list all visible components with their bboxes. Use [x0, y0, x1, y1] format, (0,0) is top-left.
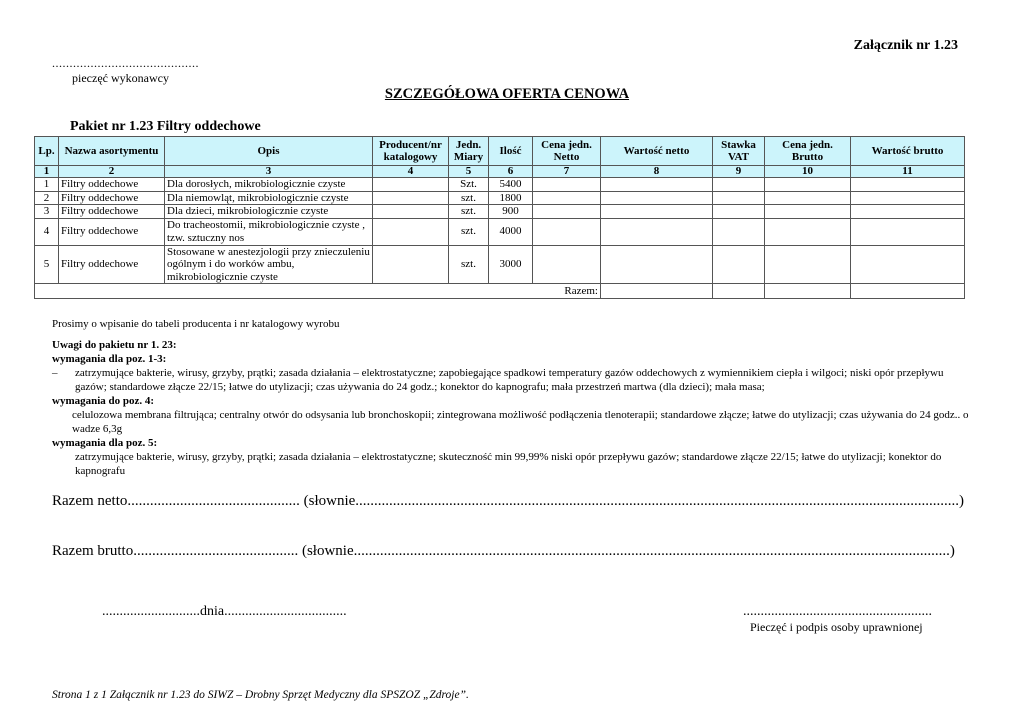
- row-lp: 2: [35, 191, 59, 205]
- gross-total-line: Razem brutto............................................ (słownie...............................................................................................................................................................): [52, 543, 955, 559]
- gross-value-cell[interactable]: [851, 205, 965, 219]
- row-quantity: 1800: [489, 191, 533, 205]
- requirements-1-3-item: [52, 366, 972, 394]
- sum-label: Razem:: [35, 284, 601, 299]
- row-name: Filtry oddechowe: [59, 191, 165, 205]
- vat-rate-cell[interactable]: [713, 218, 765, 245]
- stamp-label: pieczęć wykonawcy: [72, 71, 169, 85]
- gross-total-cell[interactable]: [851, 284, 965, 299]
- package-title: Pakiet nr 1.23 Filtry oddechowe: [70, 119, 261, 134]
- producer-cell[interactable]: [373, 218, 449, 245]
- header-producer: Producent/nr katalogowy: [373, 137, 449, 166]
- row-description: Dla niemowląt, mikrobiologicznie czyste: [165, 191, 373, 205]
- col-number: 8: [601, 166, 713, 178]
- row-quantity: 900: [489, 205, 533, 219]
- table-row: [35, 178, 965, 192]
- row-name: Filtry oddechowe: [59, 218, 165, 245]
- row-unit: szt.: [449, 245, 489, 284]
- document-title: SZCZEGÓŁOWA OFERTA CENOWA: [384, 86, 630, 102]
- unit-gross-price-cell[interactable]: [765, 178, 851, 192]
- net-value-cell[interactable]: [601, 178, 713, 192]
- signature-line: ......................................................: [743, 604, 932, 619]
- col-number: 4: [373, 166, 449, 178]
- remarks-section: [52, 338, 972, 478]
- row-name: Filtry oddechowe: [59, 178, 165, 192]
- requirements-4-label: wymagania do poz. 4:: [52, 395, 155, 407]
- requirements-1-3-text: zatrzymujące bakterie, wirusy, grzyby, prątki; zasada działania – elektrostatyczne; zapobiegające spadkowi temperatury gazów oddechowych z wymiennikiem ciepła i wilgoci; niski opór przepływu gazów; standardowe złącze 22/15; łatwe do utylizacji; czas używania do 24 godz.; konektor do kapnografu; mała przestrzeń martwa (dla dzieci); mała masa;: [75, 367, 944, 393]
- gross-value-cell[interactable]: [851, 245, 965, 284]
- net-value-cell[interactable]: [601, 191, 713, 205]
- stamp-dots: ..........................................: [52, 56, 199, 70]
- col-number: 1: [35, 166, 59, 178]
- gross-value-cell[interactable]: [851, 218, 965, 245]
- row-unit: szt.: [449, 218, 489, 245]
- row-quantity: 3000: [489, 245, 533, 284]
- row-unit: szt.: [449, 191, 489, 205]
- unit-net-price-cell[interactable]: [533, 178, 601, 192]
- header-description: Opis: [165, 137, 373, 166]
- unit-net-price-cell[interactable]: [533, 191, 601, 205]
- col-number: 6: [489, 166, 533, 178]
- net-value-cell[interactable]: [601, 245, 713, 284]
- header-quantity: Ilość: [489, 137, 533, 166]
- row-description: Do tracheostomii, mikrobiologicznie czyste , tzw. sztuczny nos: [165, 218, 373, 245]
- net-value-cell[interactable]: [601, 218, 713, 245]
- row-lp: 4: [35, 218, 59, 245]
- producer-cell[interactable]: [373, 245, 449, 284]
- unit-gross-price-cell[interactable]: [765, 245, 851, 284]
- sum-row: [35, 284, 965, 299]
- unit-gross-price-cell[interactable]: [765, 191, 851, 205]
- vat-rate-cell[interactable]: [713, 191, 765, 205]
- header-unit: Jedn. Miary: [449, 137, 489, 166]
- col-number: 10: [765, 166, 851, 178]
- col-number: 3: [165, 166, 373, 178]
- header-vat-rate: Stawka VAT: [713, 137, 765, 166]
- row-lp: 1: [35, 178, 59, 192]
- row-description: Dla dorosłych, mikrobiologicznie czyste: [165, 178, 373, 192]
- date-line: ............................dnia...................................: [102, 604, 347, 619]
- signature-label: Pieczęć i podpis osoby uprawnionej: [750, 620, 923, 634]
- header-unit-net-price: Cena jedn. Netto: [533, 137, 601, 166]
- requirements-1-3-label: wymagania dla poz. 1-3:: [52, 353, 167, 365]
- header-net-value: Wartość netto: [601, 137, 713, 166]
- gross-value-cell[interactable]: [851, 178, 965, 192]
- unit-gross-price-cell[interactable]: [765, 205, 851, 219]
- requirements-5-label: wymagania dla poz. 5:: [52, 437, 158, 449]
- gross-value-cell[interactable]: [851, 191, 965, 205]
- header-name: Nazwa asortymentu: [59, 137, 165, 166]
- row-name: Filtry oddechowe: [59, 205, 165, 219]
- row-unit: Szt.: [449, 178, 489, 192]
- col-number: 11: [851, 166, 965, 178]
- header-lp: Lp.: [35, 137, 59, 166]
- row-description: Dla dzieci, mikrobiologicznie czyste: [165, 205, 373, 219]
- unit-gross-price-cell[interactable]: [765, 218, 851, 245]
- row-lp: 5: [35, 245, 59, 284]
- col-number: 5: [449, 166, 489, 178]
- table-header-row: [35, 137, 965, 166]
- col-number: 2: [59, 166, 165, 178]
- header-gross-value: Wartość brutto: [851, 137, 965, 166]
- unit-net-price-cell[interactable]: [533, 205, 601, 219]
- net-total-line: Razem netto.............................................. (słownie.................................................................................................................................................................): [52, 493, 965, 509]
- requirements-5-text: zatrzymujące bakterie, wirusy, grzyby, prątki; zasada działania – elektrostatyczne; skuteczność min 99,99% niski opór przepływu gazów; standardowe złącze 22/15; łatwe do utylizacji; konektor do kapnografu: [75, 451, 942, 477]
- gross-unit-total-cell[interactable]: [765, 284, 851, 299]
- offer-table: [34, 136, 965, 299]
- producer-cell[interactable]: [373, 178, 449, 192]
- table-row: [35, 218, 965, 245]
- row-quantity: 4000: [489, 218, 533, 245]
- table-row: [35, 205, 965, 219]
- annex-number: Załącznik nr 1.23: [853, 38, 958, 53]
- vat-total-cell[interactable]: [713, 284, 765, 299]
- vat-rate-cell[interactable]: [713, 245, 765, 284]
- net-total-cell[interactable]: [601, 284, 713, 299]
- vat-rate-cell[interactable]: [713, 178, 765, 192]
- unit-net-price-cell[interactable]: [533, 218, 601, 245]
- table-row: [35, 191, 965, 205]
- col-number: 9: [713, 166, 765, 178]
- catalog-note: Prosimy o wpisanie do tabeli producenta i nr katalogowy wyrobu: [52, 318, 340, 330]
- remarks-heading: Uwagi do pakietu nr 1. 23:: [52, 339, 177, 351]
- vat-rate-cell[interactable]: [713, 205, 765, 219]
- net-value-cell[interactable]: [601, 205, 713, 219]
- header-unit-gross-price: Cena jedn. Brutto: [765, 137, 851, 166]
- row-lp: 3: [35, 205, 59, 219]
- row-quantity: 5400: [489, 178, 533, 192]
- producer-cell[interactable]: [373, 205, 449, 219]
- dash-bullet: –: [52, 367, 58, 379]
- row-description: Stosowane w anestezjologii przy znieczuleniu ogólnym i do worków ambu, mikrobiologicznie czyste: [165, 245, 373, 284]
- unit-net-price-cell[interactable]: [533, 245, 601, 284]
- col-number: 7: [533, 166, 601, 178]
- page-footer: Strona 1 z 1 Załącznik nr 1.23 do SIWZ – Drobny Sprzęt Medyczny dla SPSZOZ „Zdroje”.: [52, 689, 469, 701]
- row-name: Filtry oddechowe: [59, 245, 165, 284]
- table-row: [35, 245, 965, 284]
- producer-cell[interactable]: [373, 191, 449, 205]
- requirements-4-text: celulozowa membrana filtrująca; centralny otwór do odsysania lub bronchoskopii; zintegrowana możliwość podłączenia tlenoterapii; standardowe złącze; łatwe do utylizacji; czas używania do 24 godz.. o wadze 6,3g: [72, 409, 969, 435]
- column-number-row: [35, 166, 965, 178]
- row-unit: szt.: [449, 205, 489, 219]
